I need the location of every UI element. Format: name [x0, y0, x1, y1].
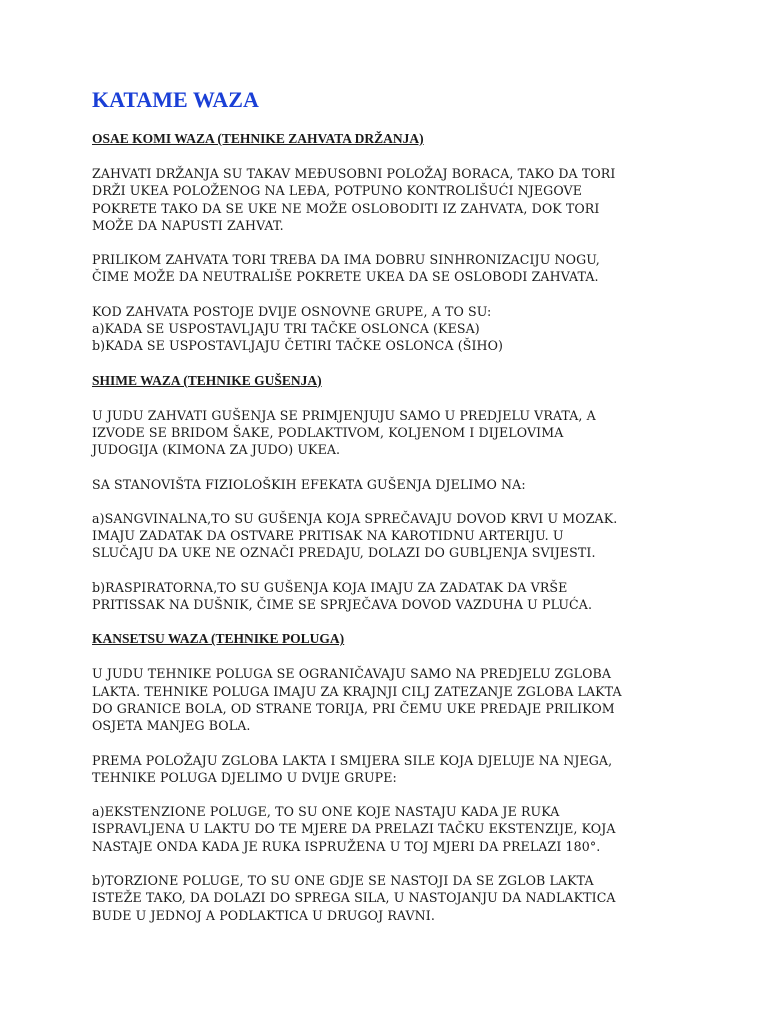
paragraph-line: DRŽI UKEA POLOŽENOG NA LEĐA, POTPUNO KONTROLIŠUĆI NJEGOVE — [92, 183, 583, 199]
paragraph-line: SLUČAJU DA UKE NE OZNAČI PREDAJU, DOLAZI DO GUBLJENJA SVIJESTI. — [92, 545, 596, 561]
paragraph-line: b)RASPIRATORNA,TO SU GUŠENJA KOJA IMAJU ZA ZADATAK DA VRŠE — [92, 579, 568, 595]
paragraph — [92, 752, 712, 787]
paragraph-line: TEHNIKE POLUGA DJELIMO U DVIJE GRUPE: — [92, 769, 397, 785]
paragraph — [92, 165, 712, 234]
paragraph-line: IZVODE SE BRIDOM ŠAKE, PODLAKTIVOM, KOLJENOM I DIJELOVIMA — [92, 424, 564, 440]
paragraph — [92, 407, 712, 459]
paragraph — [92, 303, 712, 355]
paragraph-line: JUDOGIJA (KIMONA ZA JUDO) UKEA. — [92, 442, 341, 458]
paragraph — [92, 872, 712, 924]
paragraph-line: OSJETA MANJEG BOLA. — [92, 718, 251, 734]
paragraph-line: IMAJU ZADATAK DA OSTVARE PRITISAK NA KAROTIDNU ARTERIJU. U — [92, 528, 564, 544]
paragraph — [92, 476, 712, 493]
paragraph-line: LAKTA. TEHNIKE POLUGA IMAJU ZA KRAJNJI CILJ ZATEZANJE ZGLOBA LAKTA — [92, 683, 622, 699]
paragraph — [92, 251, 712, 286]
paragraph — [92, 579, 712, 614]
paragraph-line: b)KADA SE USPOSTAVLJAJU ČETIRI TAČKE OSLONCA (ŠIHO) — [92, 338, 504, 354]
paragraph — [92, 665, 712, 734]
section-heading: SHIME WAZA (TEHNIKE GUŠENJA) — [92, 372, 322, 388]
document-body — [92, 130, 712, 924]
paragraph-line: SA STANOVIŠTA FIZIOLOŠKIH EFEKATA GUŠENJA DJELIMO NA: — [92, 476, 526, 492]
paragraph-line: PREMA POLOŽAJU ZGLOBA LAKTA I SMIJERA SILE KOJA DJELUJE NA NJEGA, — [92, 752, 613, 768]
paragraph-line: ISPRAVLJENA U LAKTU DO TE MJERE DA PRELAZI TAČKU EKSTENZIJE, KOJA — [92, 821, 616, 837]
paragraph-line: a)KADA SE USPOSTAVLJAJU TRI TAČKE OSLONCA (KESA) — [92, 321, 480, 337]
paragraph-line: DO GRANICE BOLA, OD STRANE TORIJA, PRI ČEMU UKE PREDAJE PRILIKOM — [92, 700, 615, 716]
paragraph-line: U JUDU TEHNIKE POLUGA SE OGRANIČAVAJU SAMO NA PREDJELU ZGLOBA — [92, 666, 612, 682]
section-heading: KANSETSU WAZA (TEHNIKE POLUGA) — [92, 631, 345, 647]
paragraph-line: U JUDU ZAHVATI GUŠENJA SE PRIMJENJUJU SAMO U PREDJELU VRATA, A — [92, 407, 596, 423]
paragraph-line: BUDE U JEDNOJ A PODLAKTICA U DRUGOJ RAVNI. — [92, 907, 435, 923]
section-heading: OSAE KOMI WAZA (TEHNIKE ZAHVATA DRŽANJA) — [92, 131, 424, 146]
paragraph — [92, 510, 712, 562]
paragraph-line: KOD ZAHVATA POSTOJE DVIJE OSNOVNE GRUPE, A TO SU: — [92, 303, 492, 319]
paragraph-line: a)SANGVINALNA,TO SU GUŠENJA KOJA SPREČAVAJU DOVOD KRVI U MOZAK. — [92, 510, 618, 526]
document-page — [92, 86, 712, 941]
paragraph-line: a)EKSTENZIONE POLUGE, TO SU ONE KOJE NASTAJU KADA JE RUKA — [92, 804, 560, 820]
paragraph-line: ČIME MOŽE DA NEUTRALIŠE POKRETE UKEA DA SE OSLOBODI ZAHVATA. — [92, 269, 599, 285]
paragraph-line: NASTAJE ONDA KADA JE RUKA ISPRUŽENA U TOJ MJERI DA PRELAZI 180°. — [92, 838, 601, 854]
paragraph-line: ISTEŽE TAKO, DA DOLAZI DO SPREGA SILA, U NASTOJANJU DA NADLAKTICA — [92, 890, 616, 906]
paragraph-line: PRITISSAK NA DUŠNIK, ČIME SE SPRJEČAVA DOVOD VAZDUHA U PLUĆA. — [92, 597, 593, 613]
paragraph-line: MOŽE DA NAPUSTI ZAHVAT. — [92, 217, 284, 233]
paragraph-line: POKRETE TAKO DA SE UKE NE MOŽE OSLOBODITI IZ ZAHVATA, DOK TORI — [92, 200, 600, 216]
paragraph-line: ZAHVATI DRŽANJA SU TAKAV MEĐUSOBNI POLOŽAJ BORACA, TAKO DA TORI — [92, 166, 616, 181]
paragraph-line: PRILIKOM ZAHVATA TORI TREBA DA IMA DOBRU SINHRONIZACIJU NOGU, — [92, 252, 600, 268]
paragraph — [92, 803, 712, 855]
document-title: KATAME WAZA — [92, 87, 259, 112]
paragraph-line: b)TORZIONE POLUGE, TO SU ONE GDJE SE NASTOJI DA SE ZGLOB LAKTA — [92, 873, 594, 889]
